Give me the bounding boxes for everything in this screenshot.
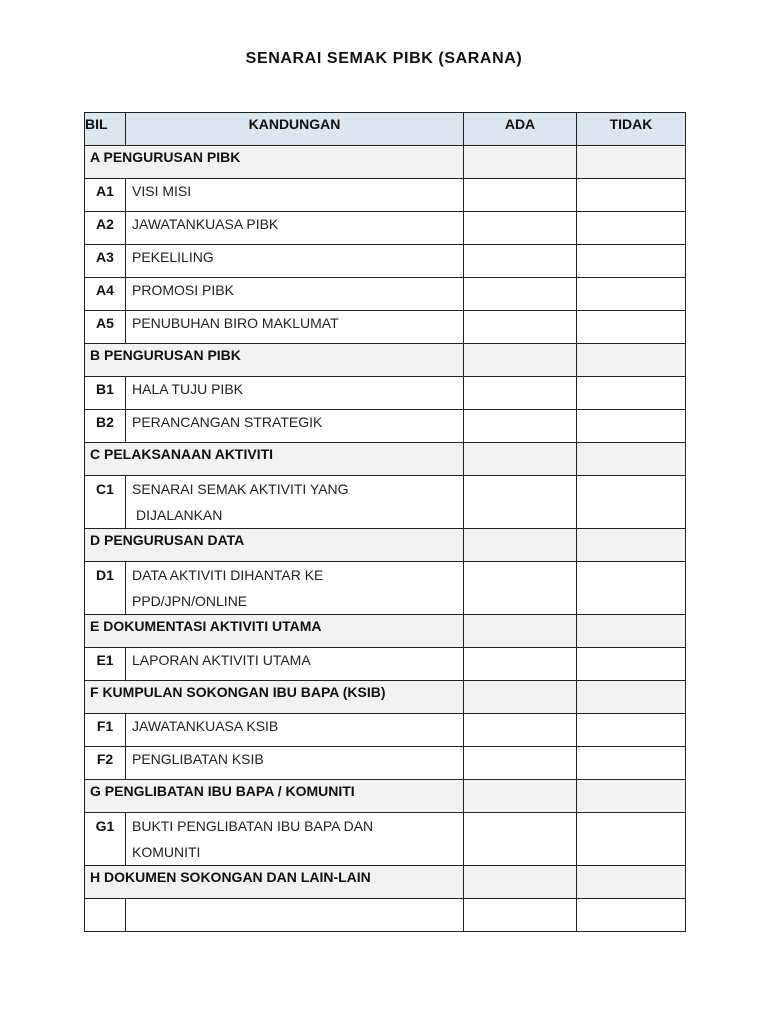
tidak-checkbox-cell[interactable] (577, 714, 686, 747)
ada-checkbox-cell[interactable] (464, 212, 577, 245)
table-row (85, 899, 686, 932)
table-row (85, 648, 686, 681)
section-label: D PENGURUSAN DATA (85, 529, 464, 562)
tidak-checkbox-cell[interactable] (577, 813, 686, 866)
section-row (85, 780, 686, 813)
tidak-checkbox-cell[interactable] (577, 311, 686, 344)
item-description (126, 648, 464, 681)
item-description-line: PROMOSI PIBK (132, 282, 234, 298)
section-tidak-cell[interactable] (577, 866, 686, 899)
item-description-line: JAWATANKUASA KSIB (132, 718, 279, 734)
section-ada-cell[interactable] (464, 529, 577, 562)
item-code: D1 (85, 562, 126, 615)
ada-checkbox-cell[interactable] (464, 179, 577, 212)
section-tidak-cell[interactable] (577, 443, 686, 476)
item-description (126, 562, 464, 615)
item-code: A3 (85, 245, 126, 278)
tidak-checkbox-cell[interactable] (577, 278, 686, 311)
item-code: E1 (85, 648, 126, 681)
section-row (85, 615, 686, 648)
table-row (85, 410, 686, 443)
section-tidak-cell[interactable] (577, 344, 686, 377)
item-description-line: LAPORAN AKTIVITI UTAMA (132, 652, 311, 668)
ada-checkbox-cell[interactable] (464, 714, 577, 747)
item-description (126, 410, 464, 443)
tidak-checkbox-cell[interactable] (577, 179, 686, 212)
tidak-checkbox-cell[interactable] (577, 899, 686, 932)
item-code: A2 (85, 212, 126, 245)
item-description (126, 311, 464, 344)
item-description-line: DIJALANKAN (136, 507, 223, 523)
tidak-checkbox-cell[interactable] (577, 562, 686, 615)
item-description (126, 278, 464, 311)
section-ada-cell[interactable] (464, 681, 577, 714)
ada-checkbox-cell[interactable] (464, 747, 577, 780)
section-tidak-cell[interactable] (577, 615, 686, 648)
item-description-line: PERANCANGAN STRATEGIK (132, 414, 323, 430)
item-description (126, 813, 464, 866)
item-code: C1 (85, 476, 126, 529)
table-row (85, 179, 686, 212)
item-code: A5 (85, 311, 126, 344)
section-row (85, 529, 686, 562)
section-row (85, 344, 686, 377)
header-bil: BIL (85, 113, 126, 146)
table-row (85, 245, 686, 278)
table-row (85, 476, 686, 529)
item-description (126, 899, 464, 932)
page-title: SENARAI SEMAK PIBK (SARANA) (245, 50, 523, 67)
table-row (85, 562, 686, 615)
item-description (126, 747, 464, 780)
ada-checkbox-cell[interactable] (464, 278, 577, 311)
section-label: G PENGLIBATAN IBU BAPA / KOMUNITI (85, 780, 464, 813)
header-tidak: TIDAK (577, 113, 686, 146)
section-row (85, 866, 686, 899)
item-code: B1 (85, 377, 126, 410)
tidak-checkbox-cell[interactable] (577, 747, 686, 780)
section-tidak-cell[interactable] (577, 780, 686, 813)
item-code (85, 899, 126, 932)
section-tidak-cell[interactable] (577, 529, 686, 562)
tidak-checkbox-cell[interactable] (577, 410, 686, 443)
table-body (85, 146, 686, 932)
section-row (85, 146, 686, 179)
item-description (126, 476, 464, 529)
section-tidak-cell[interactable] (577, 146, 686, 179)
item-description-line: PENUBUHAN BIRO MAKLUMAT (132, 315, 339, 331)
section-label: A PENGURUSAN PIBK (85, 146, 464, 179)
item-description (126, 179, 464, 212)
header-row (85, 113, 686, 146)
section-tidak-cell[interactable] (577, 681, 686, 714)
checklist-table (84, 112, 686, 932)
ada-checkbox-cell[interactable] (464, 813, 577, 866)
item-description (126, 377, 464, 410)
section-label: B PENGURUSAN PIBK (85, 344, 464, 377)
item-code: F2 (85, 747, 126, 780)
item-code: F1 (85, 714, 126, 747)
section-row (85, 443, 686, 476)
item-description (126, 245, 464, 278)
ada-checkbox-cell[interactable] (464, 562, 577, 615)
header-ada: ADA (464, 113, 577, 146)
header-kandungan: KANDUNGAN (126, 113, 464, 146)
section-ada-cell[interactable] (464, 146, 577, 179)
item-description (126, 212, 464, 245)
section-ada-cell[interactable] (464, 443, 577, 476)
item-code: G1 (85, 813, 126, 866)
section-row (85, 681, 686, 714)
tidak-checkbox-cell[interactable] (577, 648, 686, 681)
table-row (85, 212, 686, 245)
table-row (85, 747, 686, 780)
section-label: H DOKUMEN SOKONGAN DAN LAIN-LAIN (85, 866, 464, 899)
tidak-checkbox-cell[interactable] (577, 377, 686, 410)
tidak-checkbox-cell[interactable] (577, 476, 686, 529)
item-description-line: HALA TUJU PIBK (132, 381, 244, 397)
item-description-line: JAWATANKUASA PIBK (132, 216, 279, 232)
item-description-line: SENARAI SEMAK AKTIVITI YANG (132, 481, 349, 497)
item-code: B2 (85, 410, 126, 443)
tidak-checkbox-cell[interactable] (577, 212, 686, 245)
ada-checkbox-cell[interactable] (464, 410, 577, 443)
item-description-line: DATA AKTIVITI DIHANTAR KE (132, 567, 324, 583)
item-description-line: BUKTI PENGLIBATAN IBU BAPA DAN (132, 818, 374, 834)
tidak-checkbox-cell[interactable] (577, 245, 686, 278)
item-description-line: VISI MISI (132, 183, 192, 199)
section-ada-cell[interactable] (464, 344, 577, 377)
section-label: C PELAKSANAAN AKTIVITI (85, 443, 464, 476)
ada-checkbox-cell[interactable] (464, 899, 577, 932)
item-description-line: KOMUNITI (132, 844, 201, 860)
ada-checkbox-cell[interactable] (464, 377, 577, 410)
table-row (85, 278, 686, 311)
section-label: F KUMPULAN SOKONGAN IBU BAPA (KSIB) (85, 681, 464, 714)
ada-checkbox-cell[interactable] (464, 311, 577, 344)
table-row (85, 311, 686, 344)
table-row (85, 714, 686, 747)
section-label: E DOKUMENTASI AKTIVITI UTAMA (85, 615, 464, 648)
ada-checkbox-cell[interactable] (464, 245, 577, 278)
item-code: A1 (85, 179, 126, 212)
table-row (85, 377, 686, 410)
ada-checkbox-cell[interactable] (464, 476, 577, 529)
item-description-line: PEKELILING (132, 249, 214, 265)
item-code: A4 (85, 278, 126, 311)
item-description (126, 714, 464, 747)
ada-checkbox-cell[interactable] (464, 648, 577, 681)
item-description-line: PENGLIBATAN KSIB (132, 751, 264, 767)
section-ada-cell[interactable] (464, 780, 577, 813)
item-description-line: PPD/JPN/ONLINE (132, 593, 248, 609)
section-ada-cell[interactable] (464, 866, 577, 899)
section-ada-cell[interactable] (464, 615, 577, 648)
table-row (85, 813, 686, 866)
